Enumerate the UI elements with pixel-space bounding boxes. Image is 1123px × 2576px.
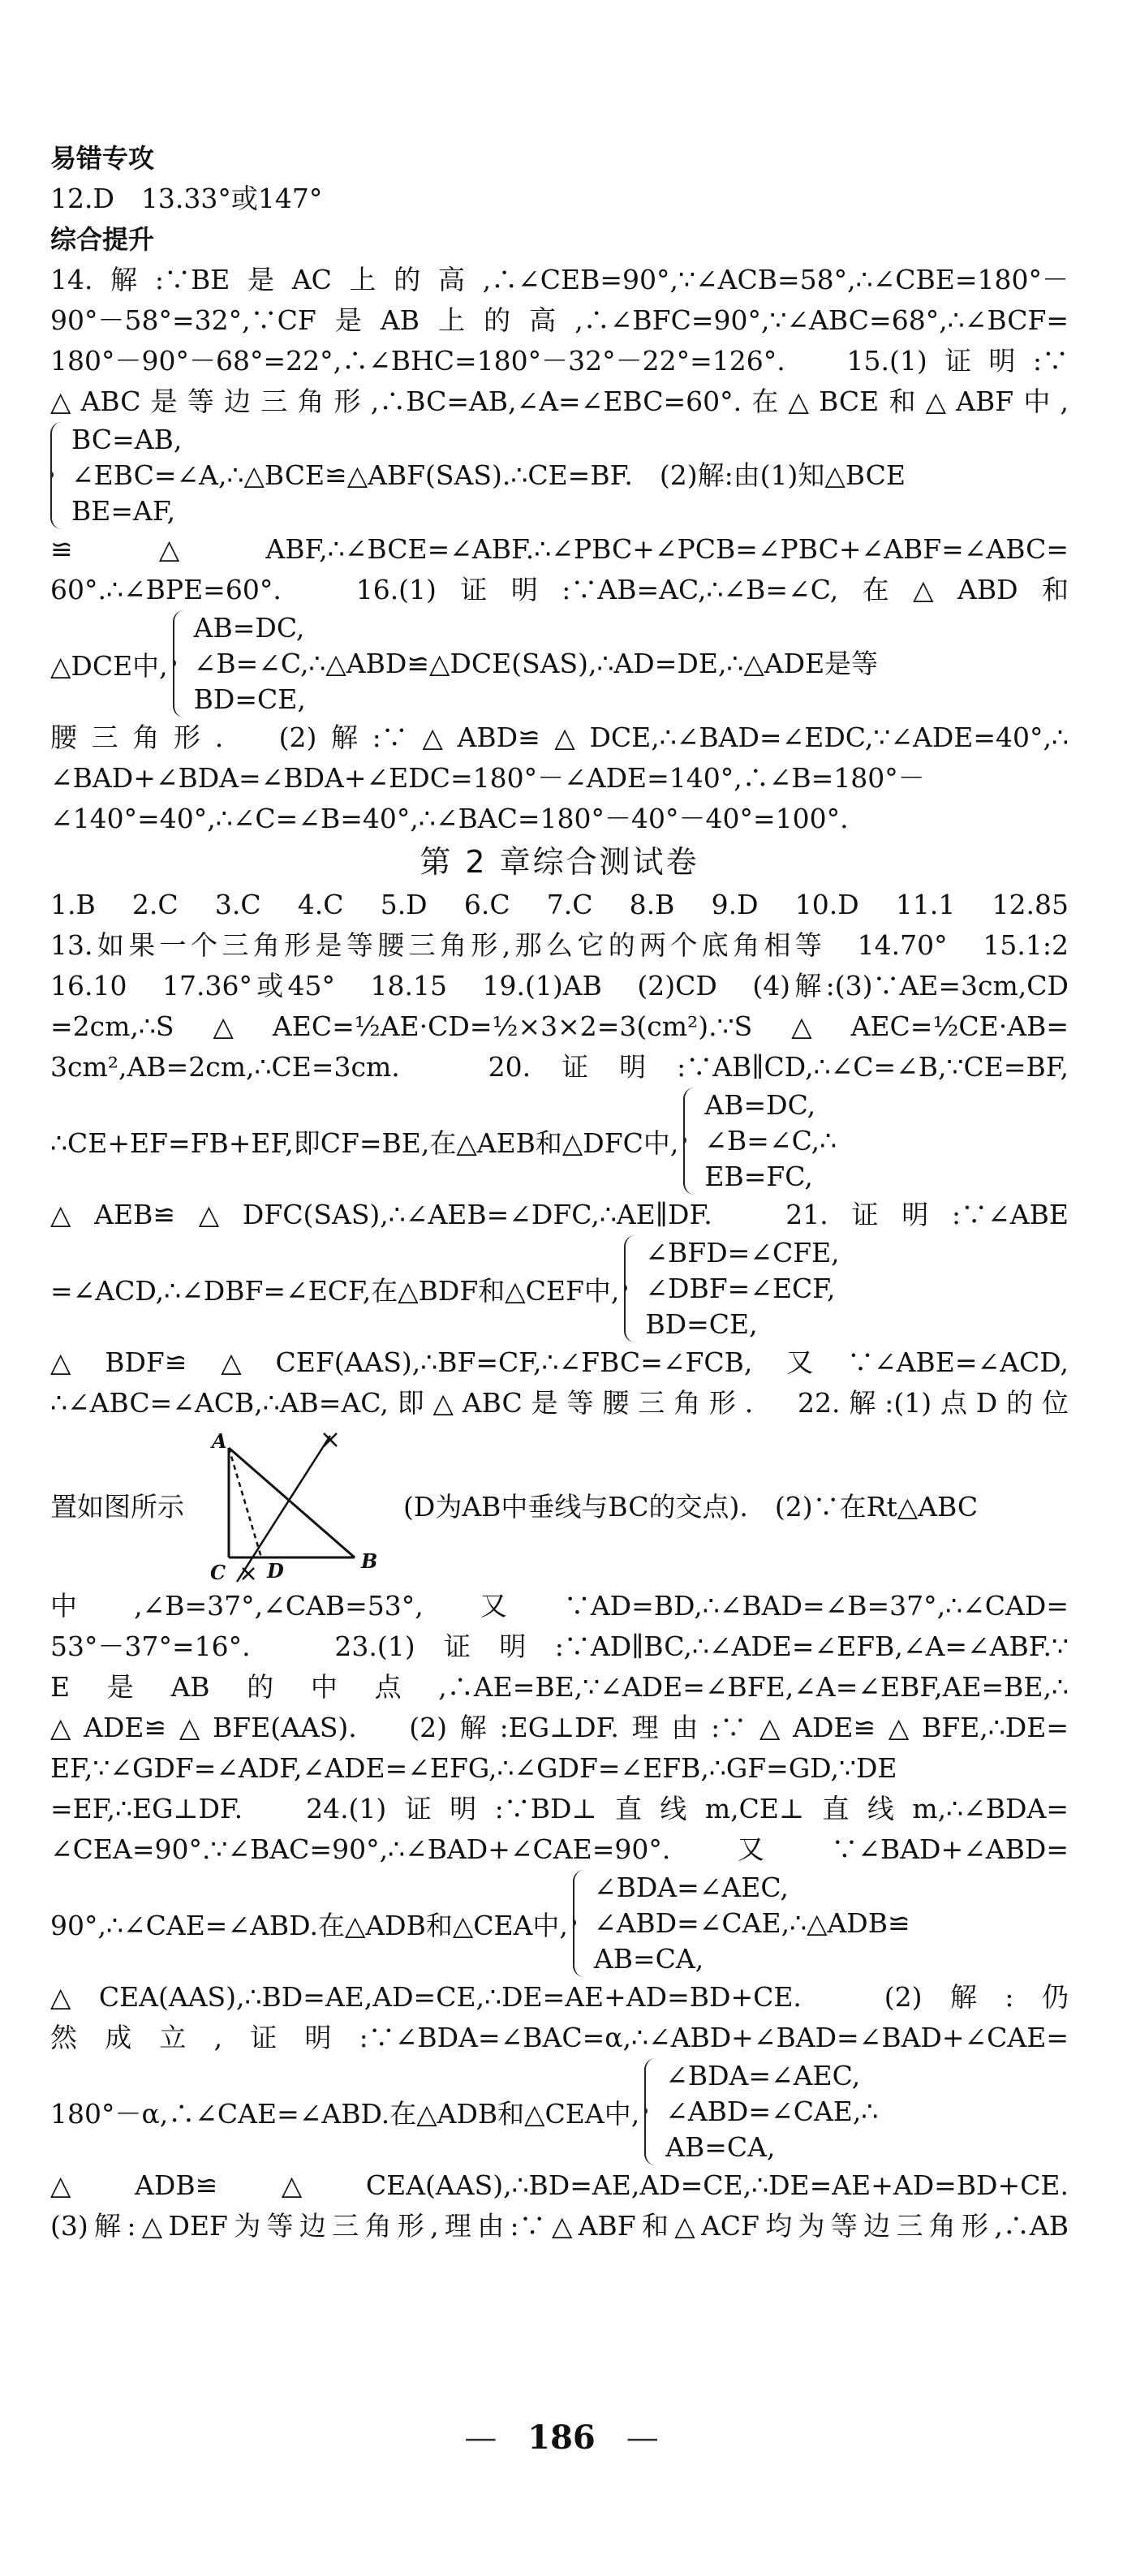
- system-line: ∠DBF=∠ECF,: [645, 1273, 836, 1304]
- text-line: △ADE≌△BFE(AAS). (2)解:EG⊥DF.理由:∵△ADE≌△BFE,∴DE=: [50, 1712, 1069, 1743]
- system-line: BC=AB,: [71, 424, 183, 455]
- text-line: ∠CEA=90°.∵∠BAC=90°,∴∠BAD+∠CAE=90°.又∵∠BAD+∠ABD=: [50, 1833, 1069, 1865]
- answer-page: [50, 138, 1069, 2246]
- system-prefix: 180°－α,∴∠CAE=∠ABD.在△ADB和△CEA中,: [50, 2097, 640, 2130]
- equation-system: [50, 610, 1069, 717]
- text-line: 腰三角形. (2)解:∵△ABD≌△DCE,∴∠BAD=∠EDC,∵∠ADE=40°,∴: [50, 722, 1069, 753]
- system-line: ∠ABD=∠CAE,∴: [665, 2096, 879, 2127]
- section-title-zonghe: 综合提升: [50, 224, 155, 255]
- figure-suffix: (D为AB中垂线与BC的交点). (2)∵在Rt△ABC: [403, 1490, 979, 1523]
- system-line: ∠ABD=∠CAE,∴△ADB≌: [593, 1907, 910, 1939]
- text-line: ∴∠ABC=∠ACB,∴AB=AC,即△ABC是等腰三角形. 22.解:(1)点D的位: [50, 1387, 1069, 1419]
- equation-system: [50, 2058, 1069, 2165]
- label-b: B: [361, 1549, 378, 1573]
- system-line: ∠EBC=∠A,∴△BCE≌△ABF(SAS).∴CE=BF. (2)解:由(1)知△BCE: [71, 459, 906, 491]
- system-line: ∠B=∠C,∴: [704, 1125, 837, 1157]
- system-line: EB=FC,: [704, 1161, 813, 1192]
- brace-icon: [644, 2058, 659, 2165]
- page-number: 186: [527, 2419, 596, 2457]
- text-line: 1.B 2.C 3.C 4.C 5.D 6.C 7.C 8.B 9.D 10.D 11.1 12.85: [50, 889, 1069, 920]
- label-c: C: [210, 1561, 226, 1584]
- system-line: BD=CE,: [193, 683, 306, 715]
- text-line: 12.D 13.33°或147°: [50, 183, 323, 214]
- equation-system: [50, 1088, 1069, 1195]
- text-line: △BDF≌△CEF(AAS),∴BF=CF,∴∠FBC=∠FCB,又∵∠ABE=∠ACD,: [50, 1346, 1069, 1378]
- text-line: 53°－37°=16°. 23.(1)证明:∵AD∥BC,∴∠ADE=∠EFB,∠A=∠ABF.∵: [50, 1630, 1069, 1662]
- chapter-title: 第 2 章综合测试卷: [420, 844, 699, 880]
- system-line: AB=CA,: [593, 1943, 704, 1975]
- system-line: ∠BDA=∠AEC,: [593, 1872, 789, 1903]
- system-prefix: △DCE中,: [50, 649, 168, 682]
- system-prefix: ∴CE+EF=FB+EF,即CF=BE,在△AEB和△DFC中,: [50, 1126, 679, 1159]
- text-line: 然成立,证明:∵∠BDA=∠BAC=α,∴∠ABD+∠BAD=∠BAD+∠CAE=: [50, 2022, 1069, 2053]
- brace-icon: [683, 1088, 698, 1195]
- equation-system: [50, 422, 1069, 529]
- text-line: 14.解:∵BE是AC上的高,∴∠CEB=90°,∵∠ACB=58°,∴∠CBE=180°－: [50, 264, 1069, 295]
- text-line: △ADB≌△CEA(AAS),∴BD=AE,AD=CE,∴DE=AE+AD=BD+CE.: [50, 2169, 1069, 2201]
- system-line: ∠BFD=∠CFE,: [645, 1237, 840, 1269]
- figure-row: [50, 1424, 1069, 1586]
- label-a: A: [212, 1429, 227, 1453]
- text-line: ∠140°=40°,∴∠C=∠B=40°,∴∠BAC=180°－40°－40°=100°.: [50, 803, 849, 834]
- text-line: 中,∠B=37°,∠CAB=53°,又∵AD=BD,∴∠BAD=∠B=37°,∴∠CAD=: [50, 1590, 1069, 1622]
- section-title-yicuo: 易错专攻: [50, 143, 155, 174]
- triangle-figure: [200, 1424, 387, 1586]
- text-line: 3cm²,AB=2cm,∴CE=3cm. 20.证明:∵AB∥CD,∴∠C=∠B,∵CE=BF,: [50, 1051, 1069, 1083]
- label-d: D: [267, 1559, 284, 1583]
- system-prefix: =∠ACD,∴∠DBF=∠ECF,在△BDF和△CEF中,: [50, 1274, 620, 1307]
- system-line: ∠BDA=∠AEC,: [665, 2060, 861, 2091]
- system-prefix: 90°,∴∠CAE=∠ABD.在△ADB和△CEA中,: [50, 1909, 568, 1941]
- text-line: △CEA(AAS),∴BD=AE,AD=CE,∴DE=AE+AD=BD+CE. (2)解:仍: [50, 1981, 1069, 2013]
- equation-system: [50, 1870, 1069, 1977]
- page-dash-left: —: [464, 2419, 497, 2457]
- text-line: 90°－58°=32°,∵CF是AB上的高,∴∠BFC=90°,∵∠ABC=68°,∴∠BCF=: [50, 304, 1069, 336]
- text-line: ≌△ABF,∴∠BCE=∠ABF.∴∠PBC+∠PCB=∠PBC+∠ABF=∠ABC=: [50, 533, 1069, 565]
- text-line: =EF,∴EG⊥DF. 24.(1)证明:∵BD⊥直线m,CE⊥直线m,∴∠BDA=: [50, 1793, 1069, 1824]
- text-line: 180°－90°－68°=22°,∴∠BHC=180°－32°－22°=126°. 15.(1)证明:∵: [50, 345, 1069, 377]
- text-line: △AEB≌△DFC(SAS),∴∠AEB=∠DFC,∴AE∥DF. 21.证明:∵∠ABE: [50, 1199, 1069, 1230]
- brace-icon: [624, 1235, 639, 1342]
- text-line: EF,∵∠GDF=∠ADF,∠ADE=∠EFG,∴∠GDF=∠EFB,∴GF=GD,∵DE: [50, 1752, 897, 1784]
- brace-icon: [573, 1870, 587, 1977]
- page-footer: [0, 2419, 1123, 2457]
- system-line: AB=DC,: [704, 1089, 816, 1121]
- text-line: 16.10 17.36°或45° 18.15 19.(1)AB (2)CD (4)解:(3)∵AE=3cm,CD: [50, 970, 1069, 1002]
- page-dash-right: —: [626, 2419, 659, 2457]
- system-line: ∠B=∠C,∴△ABD≌△DCE(SAS),∴AD=DE,∴△ADE是等: [193, 648, 879, 679]
- text-line: =2cm,∴S△AEC=½AE·CD=½×3×2=3(cm²).∵S△AEC=½CE·AB=: [50, 1010, 1069, 1042]
- system-line: BE=AF,: [71, 495, 176, 527]
- text-line: △ABC是等边三角形,∴BC=AB,∠A=∠EBC=60°.在△BCE和△ABF中,: [50, 386, 1069, 417]
- text-line: (3)解:△DEF为等边三角形,理由:∵△ABF和△ACF均为等边三角形,∴AB: [50, 2210, 1069, 2242]
- system-line: BD=CE,: [645, 1308, 758, 1340]
- brace-icon: [173, 610, 187, 717]
- equation-system: [50, 1235, 1069, 1342]
- system-line: AB=CA,: [665, 2131, 776, 2163]
- brace-icon: [50, 422, 65, 529]
- text-line: E是AB的中点,∴AE=BE,∵∠ADE=∠BFE,∠A=∠EBF,AE=BE,∴: [50, 1671, 1069, 1703]
- text-line: 13.如果一个三角形是等腰三角形,那么它的两个底角相等 14.70° 15.1:2: [50, 929, 1069, 961]
- system-line: AB=DC,: [193, 612, 305, 644]
- figure-prefix: 置如图所示: [50, 1490, 184, 1523]
- text-line: ∠BAD+∠BDA=∠BDA+∠EDC=180°－∠ADE=140°,∴∠B=180°－: [50, 762, 925, 794]
- text-line: 60°.∴∠BPE=60°. 16.(1)证明:∵AB=AC,∴∠B=∠C,在△ABD和: [50, 574, 1069, 605]
